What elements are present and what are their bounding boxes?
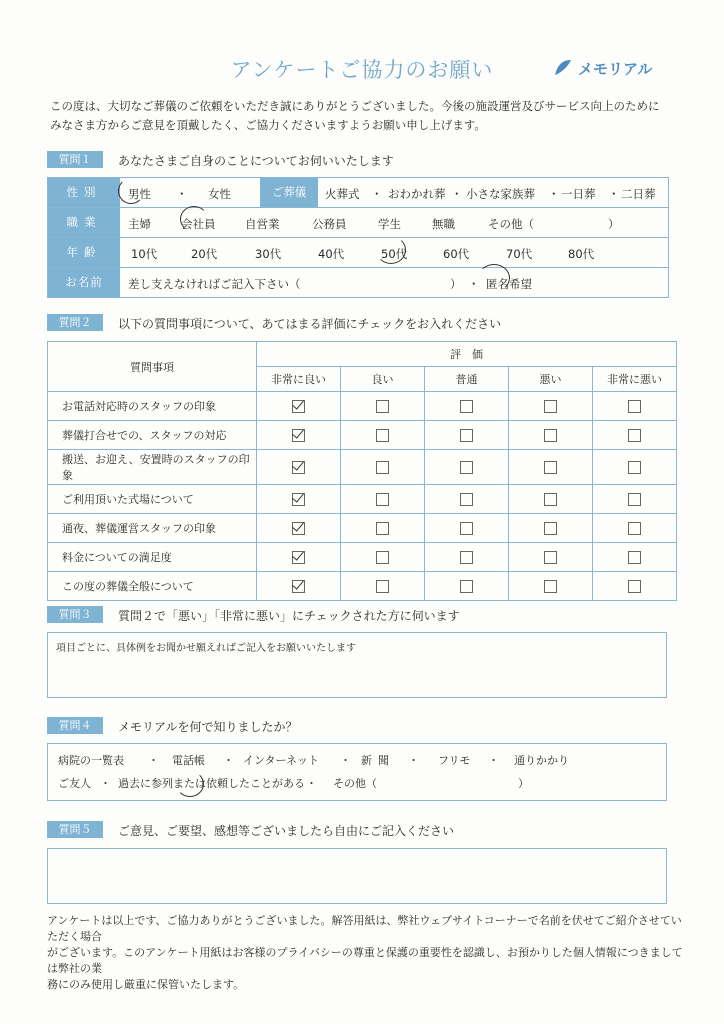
logo-leaf-icon — [552, 57, 574, 79]
option-age-10[interactable]: 10代 — [131, 247, 158, 261]
scale-neutral: 普通 — [425, 367, 509, 392]
rating-checkbox[interactable] — [544, 580, 557, 593]
rating-checkbox[interactable] — [628, 461, 641, 474]
scale-very-good: 非常に良い — [257, 367, 341, 392]
option-other[interactable]: その他（ — [488, 217, 534, 231]
option-kasoushiki[interactable]: 火葬式 — [325, 187, 360, 201]
option-kazokusou[interactable]: 小さな家族葬 — [466, 187, 535, 201]
rating-cell — [509, 450, 593, 485]
table-row — [48, 392, 677, 421]
rating-cell — [341, 450, 425, 485]
footer-line: がございます。このアンケート用紙はお客様のプライバシーの尊重と保護の重要性を認識し、お預かりした個人情報につきましては弊社の業 — [47, 946, 683, 975]
page-title: アンケートご協力のお願い — [230, 58, 494, 82]
option-age-40[interactable]: 40代 — [318, 247, 345, 261]
option-female[interactable]: 女性 — [208, 187, 231, 201]
q1-job-row — [48, 208, 668, 238]
option-male[interactable]: 男性 — [128, 187, 151, 201]
rating-checkbox[interactable] — [292, 551, 305, 564]
separator: ・ — [548, 187, 560, 201]
rating-cell — [593, 485, 677, 514]
rating-checkbox[interactable] — [376, 429, 389, 442]
table-row — [48, 421, 677, 450]
rating-cell — [341, 421, 425, 450]
handwritten-circle-mark — [376, 236, 406, 264]
q5-label: 質問５ — [47, 821, 103, 838]
option-ichinichisou[interactable]: 一日葬 — [561, 187, 596, 201]
question-item: 通夜、葬儀運営スタッフの印象 — [48, 514, 257, 543]
rating-checkbox[interactable] — [544, 493, 557, 506]
scale-very-bad: 非常に悪い — [593, 367, 677, 392]
table-row — [48, 450, 677, 485]
rating-cell — [341, 485, 425, 514]
rating-cell — [593, 514, 677, 543]
q4-options-box — [47, 743, 667, 801]
option-student[interactable]: 学生 — [378, 217, 401, 231]
q1-name-head: お名前 — [48, 268, 120, 297]
q5-answer-box[interactable] — [47, 848, 667, 904]
separator: ・ — [340, 754, 351, 767]
rating-checkbox[interactable] — [292, 580, 305, 593]
footer-line: 務にのみ使用し厳重に保管いたします。 — [47, 978, 245, 991]
q2-label: 質問２ — [47, 314, 103, 331]
q1-label: 質問１ — [47, 151, 103, 168]
rating-cell — [593, 392, 677, 421]
rating-checkbox[interactable] — [544, 522, 557, 535]
rating-checkbox[interactable] — [376, 461, 389, 474]
rating-cell — [593, 421, 677, 450]
option-civilservant[interactable]: 公務員 — [312, 217, 347, 231]
rating-cell — [257, 392, 341, 421]
rating-checkbox[interactable] — [628, 493, 641, 506]
q1-job-head: 職業 — [48, 208, 120, 237]
rating-cell — [425, 421, 509, 450]
rating-cell — [593, 450, 677, 485]
intro-line: この度は、大切なご葬儀のご依頼をいただき誠にありがとうございました。今後の施設運営及びサービス向上のために — [50, 99, 660, 113]
rating-cell — [509, 485, 593, 514]
rating-checkbox[interactable] — [544, 551, 557, 564]
q1-name-row — [48, 268, 668, 297]
col-item-header: 質問事項 — [48, 342, 257, 392]
separator: ・ — [306, 777, 317, 790]
option-age-30[interactable]: 30代 — [255, 247, 282, 261]
table-row — [48, 514, 677, 543]
rating-checkbox[interactable] — [460, 461, 473, 474]
rating-checkbox[interactable] — [292, 400, 305, 413]
rating-cell — [593, 572, 677, 601]
rating-cell — [341, 543, 425, 572]
name-prompt: 差し支えなければご記入下さい（ — [128, 277, 301, 291]
option-phonebook[interactable]: 電話帳 — [172, 754, 205, 767]
table-row — [48, 485, 677, 514]
option-internet[interactable]: インターネット — [243, 754, 320, 767]
option-passing-by[interactable]: 通りかかり — [514, 754, 569, 767]
table-row — [48, 572, 677, 601]
handwritten-circle-mark — [478, 264, 510, 292]
rating-checkbox[interactable] — [460, 429, 473, 442]
rating-checkbox[interactable] — [460, 522, 473, 535]
option-other-close: ） — [518, 777, 529, 790]
rating-cell — [425, 514, 509, 543]
rating-checkbox[interactable] — [460, 551, 473, 564]
table-row — [48, 543, 677, 572]
intro-text — [50, 97, 680, 135]
rating-cell — [509, 421, 593, 450]
option-anonymous[interactable]: 匿名希望 — [486, 277, 532, 291]
q2-text: 以下の質問事項について、あてはまる評価にチェックをお入れください — [118, 317, 502, 331]
rating-cell — [257, 543, 341, 572]
q1-gender-head: 性別 — [48, 178, 120, 207]
q3-text: 質問２で「悪い」「非常に悪い」にチェックされた方に伺います — [118, 609, 460, 623]
rating-cell — [341, 514, 425, 543]
q1-age-head: 年齢 — [48, 238, 120, 267]
question-item: 料金についての満足度 — [48, 543, 257, 572]
rating-checkbox[interactable] — [544, 400, 557, 413]
rating-checkbox[interactable] — [376, 400, 389, 413]
rating-cell — [257, 421, 341, 450]
rating-checkbox[interactable] — [628, 580, 641, 593]
rating-checkbox[interactable] — [376, 551, 389, 564]
rating-cell — [425, 543, 509, 572]
q3-label: 質問３ — [47, 606, 103, 623]
option-selfemployed[interactable]: 自営業 — [245, 217, 280, 231]
rating-checkbox[interactable] — [292, 461, 305, 474]
rating-cell — [257, 514, 341, 543]
option-age-70[interactable]: 70代 — [506, 247, 533, 261]
rating-cell — [425, 392, 509, 421]
option-furimo[interactable]: フリモ — [438, 754, 471, 767]
question-item: お電話対応時のスタッフの印象 — [48, 392, 257, 421]
col-eval-header: 評 価 — [257, 342, 677, 367]
handwritten-circle-mark — [176, 771, 204, 797]
rating-cell — [425, 450, 509, 485]
rating-checkbox[interactable] — [628, 522, 641, 535]
rating-checkbox[interactable] — [544, 429, 557, 442]
question-item: この度の葬儀全般について — [48, 572, 257, 601]
rating-cell — [509, 572, 593, 601]
rating-checkbox[interactable] — [544, 461, 557, 474]
q2-rows — [48, 392, 677, 601]
scale-good: 良い — [341, 367, 425, 392]
rating-checkbox[interactable] — [376, 580, 389, 593]
option-age-80[interactable]: 80代 — [568, 247, 595, 261]
question-item: 葬儀打合せでの、スタッフの対応 — [48, 421, 257, 450]
option-friend[interactable]: ご友人 — [58, 777, 91, 790]
q5-text: ご意見、ご要望、感想等ございましたら自由にご記入ください — [118, 824, 455, 838]
rating-cell — [509, 543, 593, 572]
rating-cell — [593, 543, 677, 572]
q4-text: メモリアルを何で知りましたか？ — [118, 720, 298, 734]
rating-cell — [425, 485, 509, 514]
rating-cell — [341, 392, 425, 421]
rating-checkbox[interactable] — [628, 400, 641, 413]
rating-cell — [425, 572, 509, 601]
handwritten-circle-mark — [118, 178, 144, 204]
option-owakare[interactable]: おわかれ葬 — [388, 187, 446, 201]
separator: ・ — [608, 187, 620, 201]
separator: ・ — [408, 754, 419, 767]
rating-checkbox[interactable] — [628, 551, 641, 564]
separator: ・ — [176, 187, 188, 201]
separator: ・ — [371, 187, 383, 201]
rating-checkbox[interactable] — [460, 400, 473, 413]
option-unemployed[interactable]: 無職 — [432, 217, 455, 231]
rating-cell — [509, 392, 593, 421]
option-hospital-list[interactable]: 病院の一覧表 — [58, 754, 124, 767]
company-logo — [552, 57, 652, 79]
rating-cell — [257, 572, 341, 601]
rating-cell — [509, 514, 593, 543]
rating-checkbox[interactable] — [376, 522, 389, 535]
option-employee[interactable]: 会社員 — [181, 217, 216, 231]
option-age-60[interactable]: 60代 — [443, 247, 470, 261]
rating-cell — [257, 450, 341, 485]
q1-age-row — [48, 238, 668, 268]
rating-checkbox[interactable] — [292, 493, 305, 506]
question-item: 搬送、お迎え、安置時のスタッフの印象 — [48, 450, 257, 485]
rating-checkbox[interactable] — [292, 429, 305, 442]
option-other[interactable]: その他（ — [333, 777, 377, 790]
question-item: ご利用頂いた式場について — [48, 485, 257, 514]
separator: ・ — [488, 754, 499, 767]
option-newspaper[interactable]: 新聞 — [361, 754, 395, 767]
option-age-20[interactable]: 20代 — [191, 247, 218, 261]
rating-checkbox[interactable] — [460, 580, 473, 593]
separator: ・ — [100, 777, 111, 790]
option-housewife[interactable]: 主婦 — [128, 217, 151, 231]
scale-bad: 悪い — [509, 367, 593, 392]
rating-checkbox[interactable] — [292, 522, 305, 535]
rating-checkbox[interactable] — [460, 493, 473, 506]
rating-cell — [341, 572, 425, 601]
rating-checkbox[interactable] — [628, 429, 641, 442]
q1-text: あなたさまご自身のことについてお伺いいたします — [118, 154, 394, 168]
handwritten-circle-mark — [180, 206, 208, 232]
separator: ・ — [451, 187, 463, 201]
rating-cell — [257, 485, 341, 514]
option-past-attendance[interactable]: 過去に参列または依頼したことがある — [118, 777, 305, 790]
rating-checkbox[interactable] — [376, 493, 389, 506]
separator: ・ — [223, 754, 234, 767]
q2-table — [47, 341, 677, 601]
intro-line: みなさま方からご意見を頂戴したく、ご協力くださいますようお願い申し上げます。 — [50, 118, 486, 132]
logo-text: メモリアル — [578, 59, 653, 78]
option-other-close: ） — [608, 217, 620, 231]
footer-line: アンケートは以上です、ご協力ありがとうございました。解答用紙は、弊社ウェブサイトコーナーで名前を伏せてご紹介させていただく場合 — [47, 914, 682, 943]
name-close: ） — [450, 277, 462, 291]
separator: ・ — [148, 754, 159, 767]
option-age-50[interactable]: 50代 — [381, 247, 408, 261]
q1-funeral-head: ご葬儀 — [260, 178, 318, 207]
option-futsukasou[interactable]: 二日葬 — [621, 187, 656, 201]
separator: ・ — [468, 277, 480, 291]
q3-answer-box[interactable] — [47, 632, 667, 698]
footer-note — [47, 913, 687, 993]
q4-label: 質問４ — [47, 717, 103, 734]
q3-hint: 項目ごとに、具体例をお聞かせ願えればご記入をお願いいたします — [56, 643, 356, 654]
